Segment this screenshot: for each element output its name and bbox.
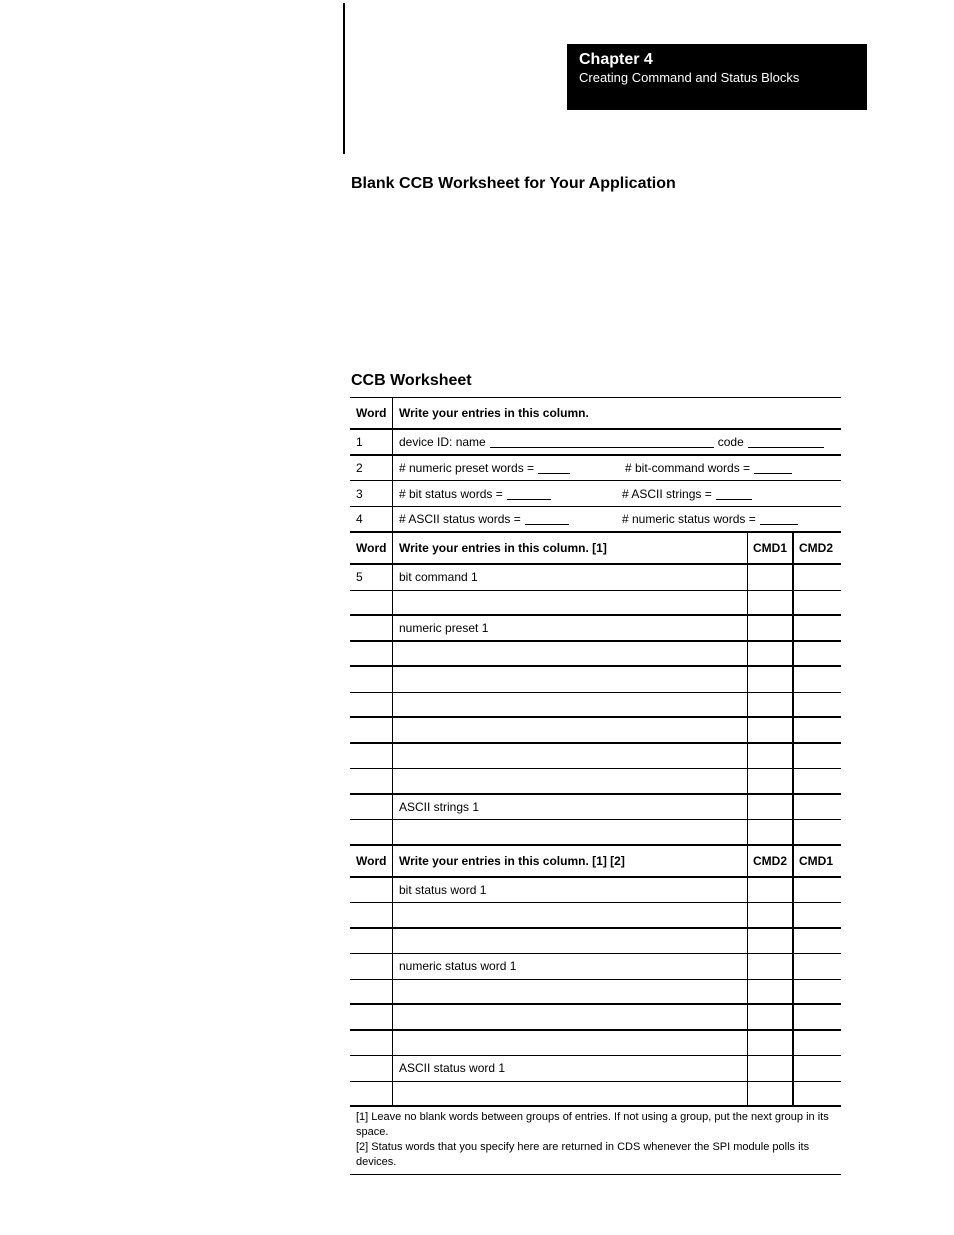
numeric-preset-words-blank[interactable] bbox=[538, 462, 570, 474]
cmd-cell-2[interactable] bbox=[794, 929, 841, 954]
word-column-header: Word bbox=[350, 398, 393, 428]
word-number bbox=[350, 718, 393, 742]
worksheet-row bbox=[350, 980, 841, 1006]
numeric-status-words-label: # numeric status words = bbox=[622, 512, 756, 526]
word-number: 4 bbox=[350, 507, 393, 531]
entry-cell[interactable] bbox=[393, 591, 748, 615]
bit-status-words-blank[interactable] bbox=[507, 488, 551, 500]
chapter-header bbox=[567, 44, 867, 110]
worksheet-title: CCB Worksheet bbox=[351, 372, 472, 389]
word-number bbox=[350, 693, 393, 717]
ascii-strings-label: # ASCII strings = bbox=[622, 486, 712, 501]
cmd-cell-2[interactable] bbox=[794, 954, 841, 979]
worksheet-row bbox=[350, 1031, 841, 1057]
worksheet-row bbox=[350, 1082, 841, 1108]
config-row-2 bbox=[350, 456, 841, 481]
word-number bbox=[350, 1082, 393, 1106]
worksheet-row bbox=[350, 693, 841, 719]
word-number bbox=[350, 616, 393, 640]
word-number bbox=[350, 903, 393, 927]
cmd-cell-2[interactable] bbox=[794, 1031, 841, 1056]
cmd-cell-1[interactable] bbox=[748, 718, 794, 742]
code-blank[interactable] bbox=[748, 436, 824, 448]
cmd-cell-2[interactable] bbox=[794, 1056, 841, 1081]
word-number bbox=[350, 1031, 393, 1056]
worksheet-row bbox=[350, 1005, 841, 1031]
entry-cell[interactable] bbox=[393, 744, 748, 769]
cmd-cell-1[interactable] bbox=[748, 878, 794, 903]
chapter-subtitle: Creating Command and Status Blocks bbox=[579, 70, 800, 85]
cmd-cell-2[interactable] bbox=[794, 565, 841, 590]
worksheet-header-row bbox=[350, 397, 841, 430]
worksheet-row bbox=[350, 795, 841, 821]
entry-cell[interactable] bbox=[393, 820, 748, 844]
word-number bbox=[350, 667, 393, 692]
bit-status-words-label: # bit status words = bbox=[399, 486, 503, 501]
config-entry[interactable] bbox=[393, 481, 841, 506]
entry-cell[interactable]: ASCII status word 1 bbox=[393, 1056, 748, 1081]
cmd-cell-1[interactable] bbox=[748, 1031, 794, 1056]
cmd-cell-1[interactable] bbox=[748, 903, 794, 927]
cmd-cell-2[interactable] bbox=[794, 591, 841, 615]
bit-command-words-label: # bit-command words = bbox=[625, 461, 751, 475]
footnote-1: [1] Leave no blank words between groups of entries. If not using a group, put the next group in its space. bbox=[356, 1111, 829, 1138]
worksheet-row bbox=[350, 878, 841, 904]
word-number bbox=[350, 769, 393, 793]
cmd-cell-1[interactable] bbox=[748, 1005, 794, 1029]
word-number: 1 bbox=[350, 430, 393, 454]
word-number bbox=[350, 954, 393, 979]
word-number: 3 bbox=[350, 481, 393, 506]
device-name-label: device ID: name bbox=[399, 435, 486, 449]
word-number bbox=[350, 929, 393, 954]
cmd-cell-2[interactable] bbox=[794, 744, 841, 769]
entry-cell[interactable]: bit status word 1 bbox=[393, 878, 748, 903]
cmd-cell-2[interactable] bbox=[794, 769, 841, 793]
cmd-cell-1[interactable] bbox=[748, 693, 794, 717]
cmd-cell-2[interactable] bbox=[794, 667, 841, 692]
cmd-cell-1[interactable] bbox=[748, 744, 794, 769]
worksheet-row bbox=[350, 769, 841, 795]
entry-cell[interactable]: numeric status word 1 bbox=[393, 954, 748, 979]
worksheet-row bbox=[350, 820, 841, 846]
entries-column-header: Write your entries in this column. [1] [2] bbox=[393, 846, 748, 876]
entry-cell[interactable] bbox=[393, 718, 748, 742]
entry-cell[interactable] bbox=[393, 929, 748, 954]
worksheet-row bbox=[350, 903, 841, 929]
word-number bbox=[350, 1005, 393, 1029]
word-number bbox=[350, 980, 393, 1004]
cmd-cell-1[interactable] bbox=[748, 795, 794, 820]
config-row-1 bbox=[350, 430, 841, 456]
entry-cell[interactable] bbox=[393, 1082, 748, 1106]
footnote-2: [2] Status words that you specify here are returned in CDS whenever the SPI module polls its devices. bbox=[356, 1141, 810, 1168]
worksheet-row bbox=[350, 929, 841, 955]
entry-cell[interactable] bbox=[393, 642, 748, 666]
word-number bbox=[350, 1056, 393, 1081]
entries-column-header: Write your entries in this column. bbox=[399, 406, 589, 420]
cmd-cell-1[interactable] bbox=[748, 820, 794, 844]
cmd-cell-2[interactable] bbox=[794, 718, 841, 742]
word-number bbox=[350, 642, 393, 666]
cmd-cell-2[interactable] bbox=[794, 903, 841, 927]
ascii-status-words-label: # ASCII status words = bbox=[399, 512, 521, 526]
cmd-cell-1[interactable] bbox=[748, 1082, 794, 1106]
cmd-cell-1[interactable] bbox=[748, 667, 794, 692]
word-number: 5 bbox=[350, 565, 393, 590]
word-number bbox=[350, 744, 393, 769]
worksheet-row bbox=[350, 954, 841, 980]
ascii-strings-blank[interactable] bbox=[716, 488, 752, 500]
config-row-3 bbox=[350, 481, 841, 507]
entry-cell[interactable] bbox=[393, 1005, 748, 1029]
worksheet-row bbox=[350, 667, 841, 693]
cmd-cell-2[interactable] bbox=[794, 616, 841, 640]
device-name-blank[interactable] bbox=[490, 436, 714, 448]
cmd-cell-2[interactable] bbox=[794, 878, 841, 903]
cmd-cell-1[interactable] bbox=[748, 591, 794, 615]
cmd-cell-2[interactable] bbox=[794, 1005, 841, 1029]
section-title: Blank CCB Worksheet for Your Application bbox=[351, 175, 676, 192]
status-header-row bbox=[350, 846, 841, 878]
worksheet-row bbox=[350, 744, 841, 770]
entry-cell[interactable] bbox=[393, 667, 748, 692]
entry-cell[interactable] bbox=[393, 903, 748, 927]
command-rows bbox=[350, 565, 841, 846]
numeric-preset-words-label: # numeric preset words = bbox=[399, 461, 535, 475]
word-number bbox=[350, 795, 393, 820]
entry-cell[interactable]: ASCII strings 1 bbox=[393, 795, 748, 820]
cmd1-column-header: CMD1 bbox=[799, 853, 834, 868]
cmd-cell-1[interactable] bbox=[748, 565, 794, 590]
cmd-cell-2[interactable] bbox=[794, 795, 841, 820]
word-number bbox=[350, 878, 393, 903]
cmd-cell-1[interactable] bbox=[748, 642, 794, 666]
entry-cell[interactable] bbox=[393, 769, 748, 793]
config-entry[interactable] bbox=[393, 456, 841, 480]
cmd-cell-1[interactable] bbox=[748, 769, 794, 793]
word-number: 2 bbox=[350, 456, 393, 480]
word-number bbox=[350, 591, 393, 615]
cmd2-column-header: CMD2 bbox=[799, 541, 834, 555]
cmd-cell-2[interactable] bbox=[794, 980, 841, 1004]
worksheet-row bbox=[350, 591, 841, 617]
cmd-cell-1[interactable] bbox=[748, 980, 794, 1004]
worksheet-row bbox=[350, 718, 841, 744]
worksheet-row bbox=[350, 565, 841, 591]
config-entry[interactable] bbox=[393, 507, 841, 531]
cmd-cell-1[interactable] bbox=[748, 616, 794, 640]
worksheet-row bbox=[350, 1056, 841, 1082]
entry-cell[interactable] bbox=[393, 980, 748, 1004]
cmd1-column-header: CMD1 bbox=[748, 533, 794, 563]
cmd-cell-2[interactable] bbox=[794, 1082, 841, 1106]
cmd-cell-2[interactable] bbox=[794, 820, 841, 844]
word-column-header: Word bbox=[350, 533, 393, 563]
margin-bar bbox=[343, 3, 345, 154]
worksheet-row bbox=[350, 642, 841, 668]
code-label: code bbox=[717, 435, 744, 449]
cmd-cell-1[interactable] bbox=[748, 954, 794, 979]
command-header-row bbox=[350, 533, 841, 565]
numeric-status-words-blank[interactable] bbox=[760, 513, 798, 525]
ccb-worksheet-table bbox=[350, 397, 841, 1107]
cmd-cell-1[interactable] bbox=[748, 929, 794, 954]
ascii-status-words-blank[interactable] bbox=[525, 513, 569, 525]
entry-cell[interactable] bbox=[393, 693, 748, 717]
status-rows bbox=[350, 878, 841, 1108]
worksheet-row bbox=[350, 616, 841, 642]
cmd-cell-1[interactable] bbox=[748, 1056, 794, 1081]
entries-column-header: Write your entries in this column. [1] bbox=[393, 533, 748, 563]
word-number bbox=[350, 820, 393, 844]
cmd-cell-2[interactable] bbox=[794, 693, 841, 717]
config-entry[interactable] bbox=[393, 430, 841, 454]
entry-cell[interactable] bbox=[393, 1031, 748, 1056]
footnotes bbox=[350, 1105, 841, 1175]
entry-cell[interactable]: bit command 1 bbox=[393, 565, 748, 590]
chapter-title: Chapter 4 bbox=[579, 51, 653, 68]
bit-command-words-blank[interactable] bbox=[754, 462, 792, 474]
cmd2-column-header: CMD2 bbox=[748, 846, 794, 876]
config-row-4 bbox=[350, 507, 841, 533]
cmd-cell-2[interactable] bbox=[794, 642, 841, 666]
entry-cell[interactable]: numeric preset 1 bbox=[393, 616, 748, 640]
word-column-header: Word bbox=[350, 846, 393, 876]
